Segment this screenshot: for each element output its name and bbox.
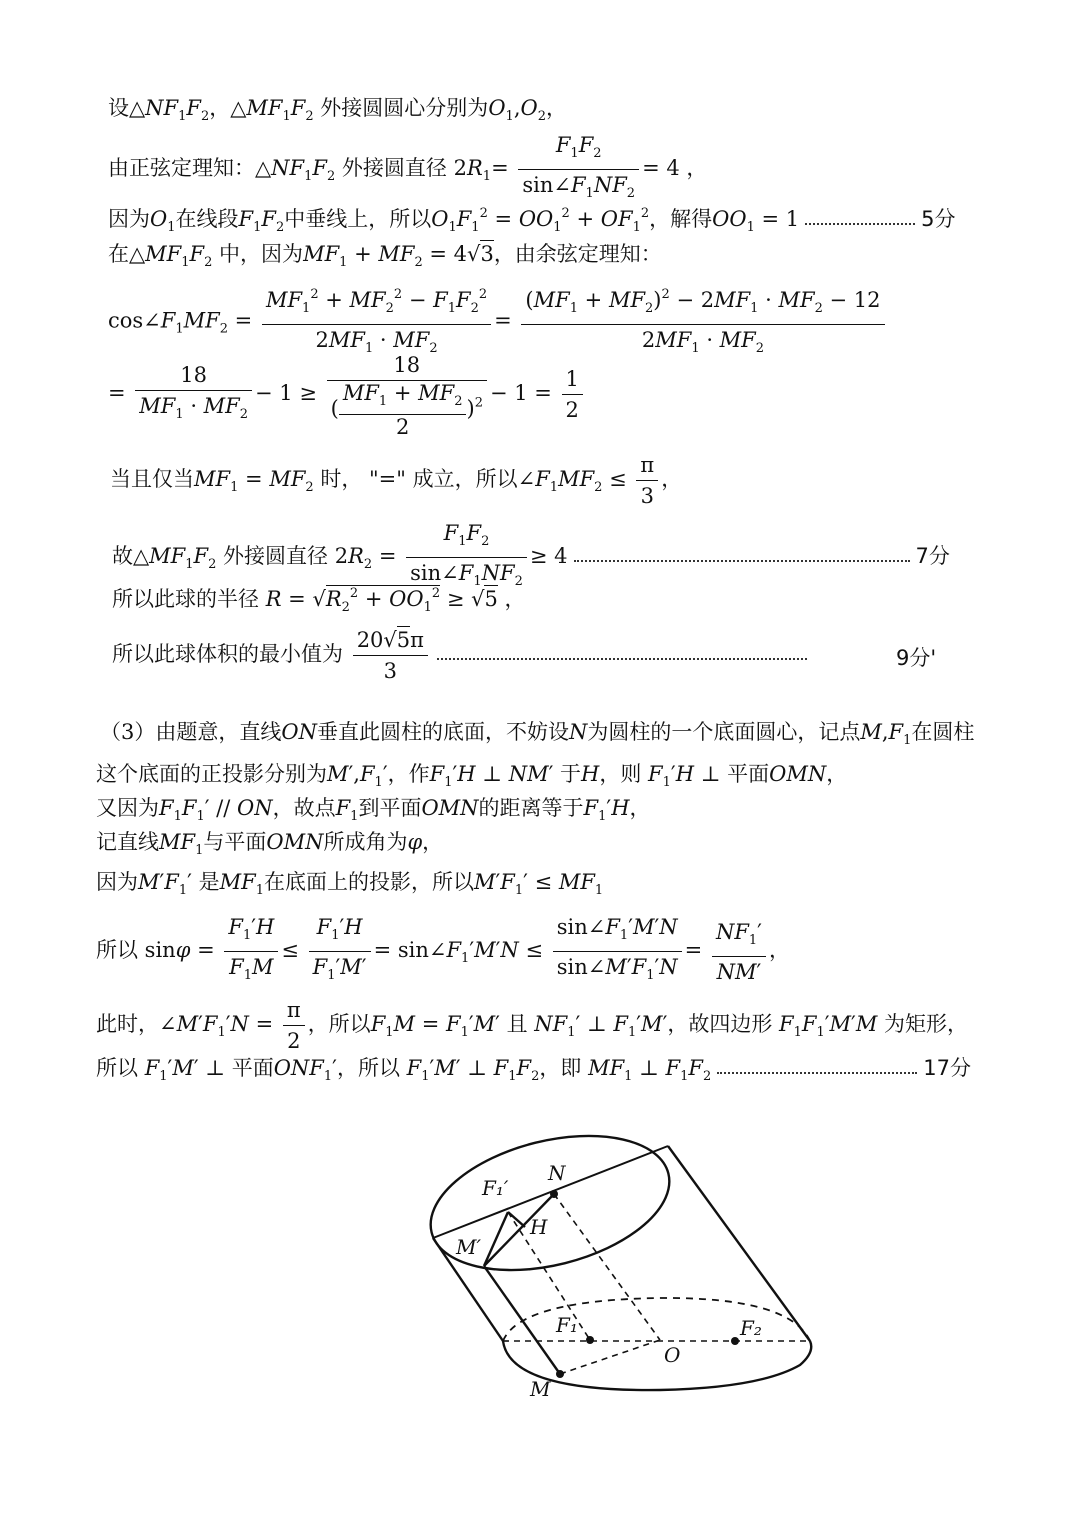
part3-line-8: 所以 $F_1'M'$ ⊥ 平面$ONF_1'$，所以 $F_1'M'$ ⊥ $F_1F_2$，即 $MF_1$ ⊥ $F_1F_2$ 17分 — [96, 1056, 971, 1084]
top-chord — [433, 1146, 668, 1238]
text-line-7: 当且仅当$MF_1 = MF_2$ 时， "=" 成立，所以$\angle F_1MF_2$ ≤ $\frac{\pi}{3}$ ， — [110, 450, 682, 511]
label-H: H — [530, 1215, 548, 1239]
label-M: M — [530, 1377, 551, 1401]
text-line-6: = $\frac{18}{MF_1 \cdot MF_2}$ − 1 ≥ 18 ( $\frac{MF_1 + MF_2}{2}$ )$^2$ − 1 = $\frac{1}{2}$ — [108, 350, 586, 439]
score-7: 7分 — [915, 544, 950, 568]
part3-line-2: 这个底面的正投影分别为$M',F_1'$，作$F_1'H$ ⊥ NM′ 于H，则 $F_1'H$ ⊥ 平面OMN， — [96, 762, 848, 790]
part3-line-7: 此时，$\angle M'F_1'N$ = $\frac{\pi}{2}$ ，所以$F_1M = F_1'M'$ 且 $NF_1'$ ⊥ $F_1'M'$，故四边形 $F_1F_1'M'M$ 为矩形， — [96, 995, 968, 1056]
segment-MO — [560, 1340, 660, 1374]
part3-line-3: 又因为$F_1F_1'$ // ON，故点$F_1$到平面OMN的距离等于$F_1'H$， — [96, 796, 651, 824]
label-N: N — [548, 1161, 566, 1185]
score-5: 5分 — [921, 207, 956, 231]
point-M — [556, 1370, 564, 1378]
part3-line-5: 因为$M'F_1'$ 是$MF_1$在底面上的投影，所以$M'F_1' \le MF_1$ — [96, 870, 604, 898]
label-F1: F₁ — [556, 1313, 578, 1337]
text-line-10: 所以此球体积的最小值为 $\frac{20√5\pi}{3}$ — [112, 625, 813, 686]
label-F2: F₂ — [740, 1316, 762, 1340]
point-F2 — [731, 1337, 739, 1345]
text-line-3: 因为$O_1$在线段$F_1F_2$中垂线上，所以$O_1F_1^2 = OO_1^2 + OF_1^2$，解得$OO_1 = 1$ 5分 — [108, 206, 956, 235]
point-N — [550, 1190, 558, 1198]
label-O: O — [664, 1343, 681, 1367]
text-line-2: 由正弦定理知：$\triangle NF_1F_2$ 外接圆直径 $2R_1=$ $\frac{F_1F_2}{\sin\angle F_1NF_2}$ = 4 ， — [108, 130, 707, 209]
text-line-9: 所以此球的半径 $R = √R_2^2 + OO_1^2 \ge √5$ ， — [112, 586, 526, 615]
label-Mp: M′ — [456, 1235, 482, 1259]
part3-line-1: （3）由题意，直线ON垂直此圆柱的底面，不妨设N为圆柱的一个底面圆心，记点$M,F_1$在圆柱 — [100, 720, 975, 748]
point-F1 — [586, 1336, 594, 1344]
text-line-5: $\cos\angle F_1MF_2$ = $\frac{MF_1^2 + MF_2^2 - F_1F_2^2}{2MF_1 \cdot MF_2}$ = $\frac{(MF_1 + MF_2)^2 - 2MF_1 \cdot MF_2 - 12}{2MF_1 \cdot MF_2}$ — [108, 280, 888, 364]
label-F1p: F₁′ — [482, 1176, 509, 1200]
part3-line-4: 记直线$MF_1$与平面OMN所成角为φ， — [96, 830, 444, 858]
bottom-base-back — [503, 1298, 810, 1341]
text-line-4: 在$\triangle MF_1F_2$ 中，因为$MF_1 + MF_2 = 4√3$，由余弦定理知： — [108, 242, 662, 270]
text-line-8: 故$\triangle MF_1F_2$ 外接圆直径 $2R_2$ = $\frac{F_1F_2}{\sin\angle F_1NF_2}$ ≥ 4 7分 — [112, 518, 950, 597]
score-9: 9分' — [896, 646, 937, 670]
score-17: 17分 — [923, 1056, 971, 1080]
top-base-ellipse — [417, 1113, 684, 1292]
segment-MpM — [484, 1266, 560, 1374]
generator-right — [668, 1146, 810, 1341]
part3-line-6: 所以 sinφ = $\frac{F_1'H}{F_1M}$ ≤ $\frac{F_1'H}{F_1'M'}$ = $\sin\angle F_1'M'N$ ≤ $\frac{\sin\angle F_1'M'N}{\sin\angle M'F_1'N}$ = $\frac{NF_1'}{NM'}$ ， — [96, 912, 790, 991]
text-line-1: 设$\triangle NF_1F_2$，$\triangle MF_1F_2$ 外接圆圆心分别为$O_1,O_2$， — [108, 96, 567, 124]
segment-F1pMp — [484, 1212, 508, 1266]
